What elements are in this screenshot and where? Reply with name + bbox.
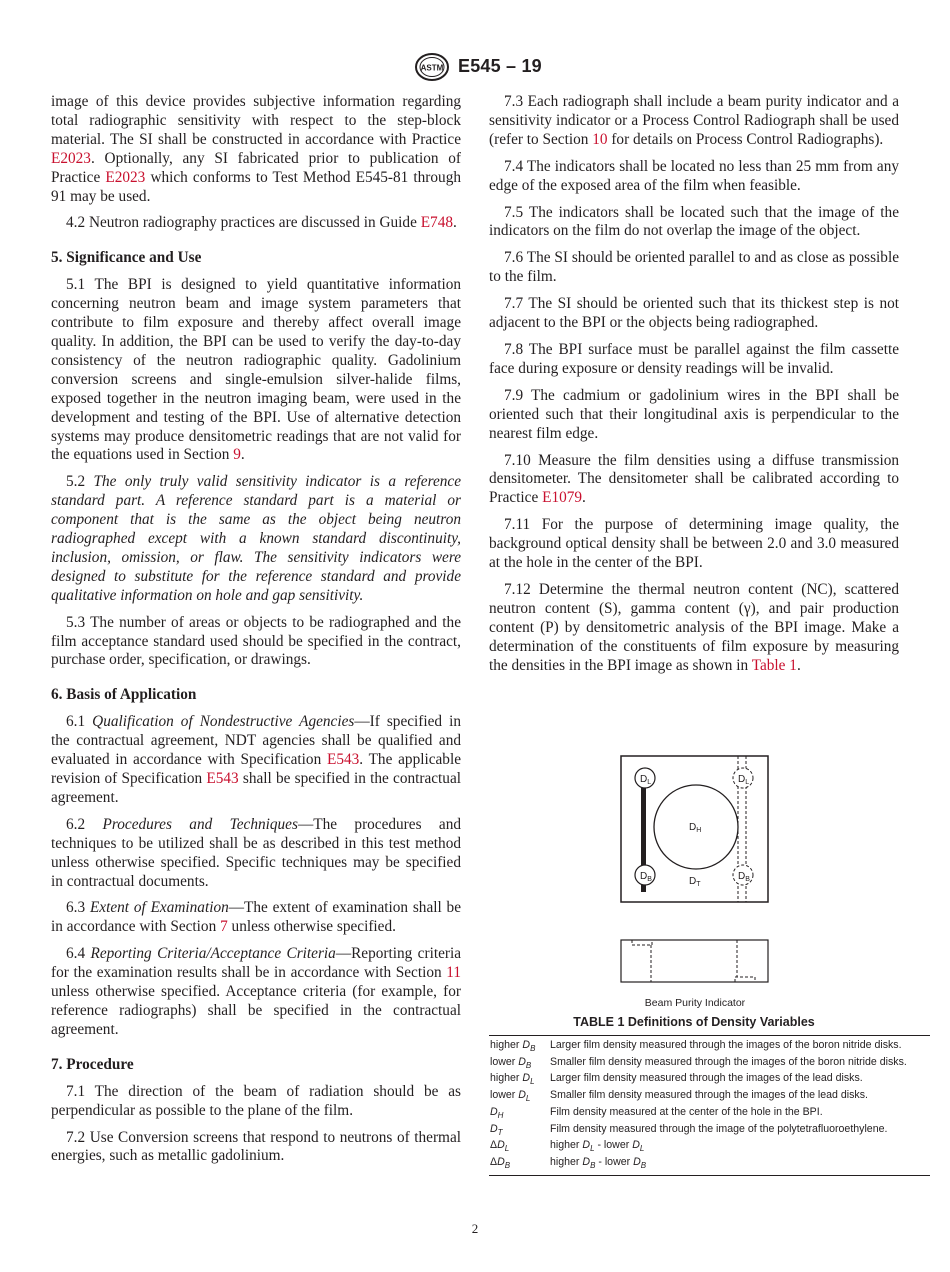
paragraph-6-3: 6.3 Extent of Examination—The extent of examination shall be in accordance with Section 7 unless otherwise specified. bbox=[51, 899, 461, 936]
label-dl-left: $D_L$ bbox=[640, 774, 652, 786]
table-row bbox=[489, 1089, 930, 1106]
label-db-left: $D_B$ bbox=[640, 871, 652, 883]
link-e543[interactable]: E543 bbox=[326, 751, 360, 769]
paragraph-5-1: 5.1 The BPI is designed to yield quantitative information concerning neutron beam and image system parameters that contribute to film exposure and thereby affect overall image quality. In addition, the BPI can be used to verify the day-to-day consistency of the neutron radiographic quality. Gadolinium conversion screens and single-emulsion silver-halide films, exposed together in the neutron imaging beam, were used in the development and testing of the BPI. Use of alternative detection systems may produce densitometric readings that are not valid for the equations used in Section 9. bbox=[51, 276, 461, 464]
bpi-top-view bbox=[621, 756, 768, 902]
beam-purity-indicator-figure bbox=[610, 748, 780, 1018]
density-variables-table bbox=[489, 1035, 930, 1176]
page-number: 2 bbox=[471, 1221, 479, 1236]
paragraph-7-12: 7.12 Determine the thermal neutron content (NC), scattered neutron content (S), gamma content (γ), and pair production content (P) by densitometric analysis of the BPI image. Make a determination of the constituents of film exposure by measuring the densities in the BPI image as shown in Table 1. bbox=[489, 580, 899, 674]
table-row bbox=[489, 1106, 930, 1123]
paragraph-6-2: 6.2 Procedures and Techniques—The procedures and techniques to be utilized shall be as described in this test method unless otherwise specified. Specific techniques may be specified in contractual documents. bbox=[51, 815, 462, 890]
paragraph-6-1: 6.1 Qualification of Nondestructive Agencies—If specified in the contractual agreement, NDT agencies shall be qualified and evaluated in accordance with Specification E543. The applicable revision of Specification E543 shall be specified in the contractual agreement. bbox=[51, 713, 462, 806]
paragraph-7-11: 7.11 For the purpose of determining image quality, the background optical density shall be between 2.0 and 3.0 measured at the hole in the center of the BPI. bbox=[489, 516, 899, 572]
label-dt: $D_T$ bbox=[689, 876, 701, 888]
figure-caption: Beam Purity Indicator bbox=[644, 997, 746, 1009]
right-column bbox=[489, 93, 899, 683]
link-section-9[interactable]: 9 bbox=[233, 446, 241, 464]
variable-symbol: higher $D_L$ bbox=[490, 1072, 535, 1087]
document-number: E545 – 19 bbox=[458, 56, 542, 76]
table-row bbox=[489, 1072, 930, 1089]
logo-text: ASTM bbox=[420, 63, 444, 73]
paragraph-7-1: 7.1 The direction of the beam of radiation should be as perpendicular as possible to the plane of the film. bbox=[51, 1082, 461, 1119]
paragraph-7-9: 7.9 The cadmium or gadolinium wires in the BPI shall be oriented such that their longitudinal axis is perpendicular to the nearest film edge. bbox=[489, 386, 899, 442]
paragraph-7-6: 7.6 The SI should be oriented parallel to and as close as possible to the film. bbox=[489, 249, 899, 286]
variable-symbol: lower $D_B$ bbox=[490, 1055, 532, 1070]
link-e2023[interactable]: E2023 bbox=[51, 149, 91, 167]
paragraph-4-2: 4.2 Neutron radiography practices are discussed in Guide E748. bbox=[66, 214, 457, 232]
variable-definition: Larger film density measured through the images of the lead disks. bbox=[550, 1072, 863, 1085]
label-db-right: $D_B$ bbox=[738, 871, 750, 883]
label-dl-right: $D_L$ bbox=[738, 774, 750, 786]
paragraph-7-8: 7.8 The BPI surface must be parallel against the film cassette face during exposure or density readings will be invalid. bbox=[489, 340, 899, 377]
bpi-side-view bbox=[621, 940, 768, 982]
paragraph-7-4: 7.4 The indicators shall be located no less than 25 mm from any edge of the exposed area of the film when feasible. bbox=[489, 157, 899, 194]
table-row bbox=[489, 1156, 930, 1175]
variable-definition: Smaller film density measured through the images of the boron nitride disks. bbox=[550, 1055, 907, 1068]
paragraph-5-2: 5.2 The only truly valid sensitivity indicator is a reference standard part. A reference standard part is a material or component that is the same as the object being neutron radiographed except with a known standard discontinuity, inclusion, omission, or flaw. The sensitivity indicators were designed to substitute for the reference standard and provide qualitative information on hole and gap sensitivity. bbox=[51, 473, 461, 604]
paragraph-7-5: 7.5 The indicators shall be located such that the image of the indicators on the film do not overlap the image of the object. bbox=[489, 203, 899, 240]
section-6-heading: 6. Basis of Application bbox=[51, 686, 197, 704]
page-header bbox=[0, 52, 950, 86]
paragraph-7-10: 7.10 Measure the film densities using a diffuse transmission densitometer. The densitometer shall be calibrated according to Practice E1079. bbox=[489, 451, 899, 507]
variable-symbol: $\Delta D_L$ bbox=[490, 1139, 510, 1154]
section-5-heading: 5. Significance and Use bbox=[51, 249, 202, 267]
variable-definition: higher $D_B$ - lower $D_B$ bbox=[550, 1155, 647, 1171]
variable-symbol: $\Delta D_B$ bbox=[490, 1155, 511, 1171]
variable-definition: Film density measured at the center of the hole in the BPI. bbox=[550, 1105, 823, 1118]
link-section-10[interactable]: 10 bbox=[592, 130, 608, 148]
link-e543-2[interactable]: E543 bbox=[206, 770, 239, 787]
table-row bbox=[489, 1123, 930, 1140]
paragraph-7-7: 7.7 The SI should be oriented such that its thickest step is not adjacent to the BPI or the objects being radiographed. bbox=[489, 295, 899, 332]
paragraph-7-3: 7.3 Each radiograph shall include a beam purity indicator and a sensitivity indicator or a Process Control Radiograph shall be used (refer to Section 10 for details on Process Control Radiographs). bbox=[489, 93, 899, 148]
variable-symbol: $D_H$ bbox=[490, 1105, 504, 1120]
table-row bbox=[489, 1139, 930, 1156]
variable-definition: Larger film density measured through the images of the boron nitride disks. bbox=[550, 1039, 902, 1051]
label-dh: $D_H$ bbox=[689, 822, 702, 834]
link-e1079[interactable]: E1079 bbox=[542, 489, 583, 507]
paragraph-5-3: 5.3 The number of areas or objects to be radiographed and the film acceptance standard used should be specified in the contract, purchase order, specification, or drawings. bbox=[51, 613, 461, 669]
variable-symbol: higher $D_B$ bbox=[490, 1039, 536, 1054]
variable-definition: Film density measured through the image of the polytetrafluoroethylene. bbox=[550, 1122, 888, 1135]
paragraph-6-4: 6.4 Reporting Criteria/Acceptance Criteria—Reporting criteria for the examination results shall be in accordance with Section 11 unless otherwise specified. Acceptance criteria (for example, for reference radiographs) shall be specified in the contractual agreement. bbox=[51, 945, 461, 1038]
table-row bbox=[489, 1056, 930, 1073]
link-section-7[interactable]: 7 bbox=[220, 918, 228, 936]
astm-logo-icon bbox=[414, 52, 450, 82]
variable-definition: higher $D_L$ - lower $D_L$ bbox=[550, 1139, 645, 1154]
link-table-1[interactable]: Table 1 bbox=[751, 656, 797, 674]
left-column bbox=[51, 93, 461, 1174]
variable-symbol: $D_T$ bbox=[490, 1122, 503, 1137]
table-1-caption: TABLE 1 Definitions of Density Variables bbox=[573, 1015, 815, 1029]
paragraph-7-2: 7.2 Use Conversion screens that respond to neutrons of thermal energies, such as metallic gadolinium. bbox=[51, 1128, 461, 1165]
link-e2023-2[interactable]: E2023 bbox=[105, 168, 146, 186]
link-section-11[interactable]: 11 bbox=[446, 964, 461, 982]
section-7-heading: 7. Procedure bbox=[51, 1055, 134, 1073]
paragraph-4-1-continued: image of this device provides subjective information regarding total radiographic sensitivity with respect to the step-block material. The SI shall be constructed in accordance with Practice E2023. Optionally, any SI fabricated prior to publication of Practice E2023 which conforms to Test Method E545-81 through 91 may be used. bbox=[51, 93, 461, 205]
table-row bbox=[489, 1036, 930, 1056]
variable-definition: Smaller film density measured through the images of the lead disks. bbox=[550, 1089, 868, 1102]
link-e748[interactable]: E748 bbox=[420, 214, 453, 232]
variable-symbol: lower $D_L$ bbox=[490, 1089, 531, 1104]
